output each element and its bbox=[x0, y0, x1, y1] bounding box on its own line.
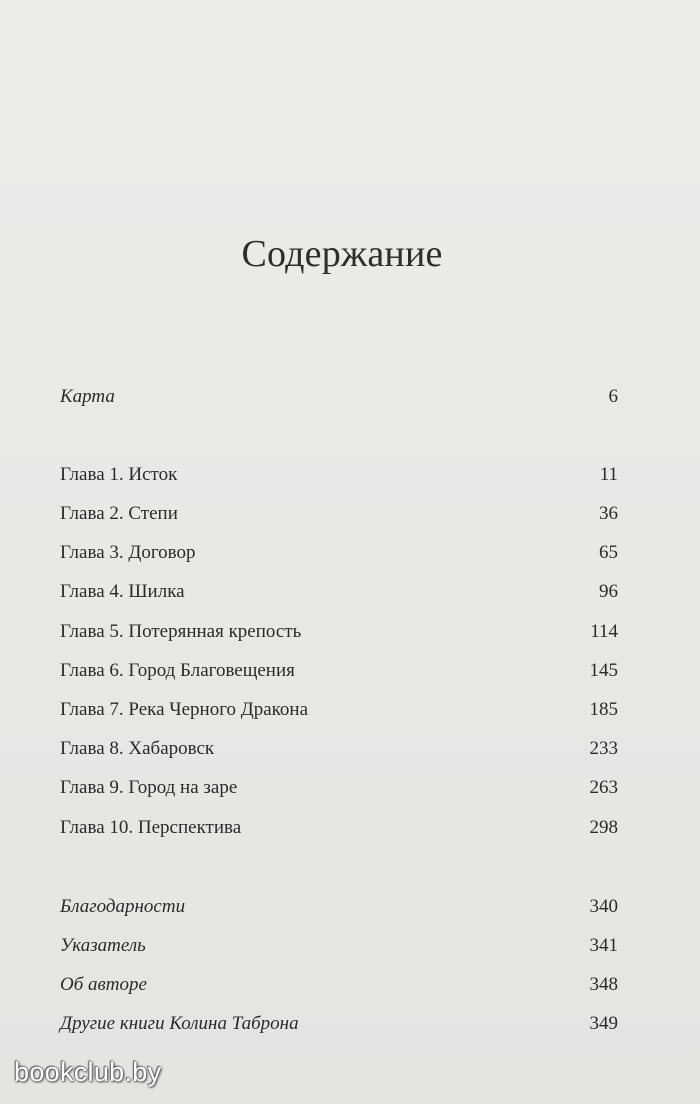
toc-entry-page: 145 bbox=[589, 660, 618, 681]
toc-entry-chapter bbox=[60, 773, 618, 803]
page-title: Содержание bbox=[241, 233, 443, 275]
toc-entry-page: 298 bbox=[589, 817, 618, 838]
toc-entry-back-matter bbox=[60, 1009, 618, 1039]
toc-entry-page: 263 bbox=[589, 777, 618, 798]
toc-entry-chapter bbox=[60, 656, 618, 686]
toc-entry-page: 348 bbox=[589, 974, 618, 995]
toc-entry-title: Карта bbox=[60, 386, 115, 407]
toc-entry-chapter bbox=[60, 538, 618, 568]
toc-entry-page: 349 bbox=[589, 1013, 618, 1034]
toc-entry-title: Глава 4. Шилка bbox=[60, 581, 185, 602]
toc-entry-front-matter bbox=[60, 382, 618, 412]
toc-entry-page: 65 bbox=[599, 542, 618, 563]
toc-entry-page: 340 bbox=[589, 896, 618, 917]
toc-entry-title: Глава 9. Город на заре bbox=[60, 777, 238, 798]
toc-entry-page: 341 bbox=[589, 935, 618, 956]
toc-entry-page: 233 bbox=[589, 738, 618, 759]
toc-entry-page: 6 bbox=[608, 386, 618, 407]
toc-entry-title: Глава 7. Река Черного Дракона bbox=[60, 699, 309, 720]
toc-entry-title: Указатель bbox=[60, 935, 146, 956]
toc-entry-page: 185 bbox=[589, 699, 618, 720]
toc-entry-title: Глава 10. Перспектива bbox=[60, 817, 242, 838]
toc-entry-chapter bbox=[60, 577, 618, 607]
toc-entry-back-matter bbox=[60, 931, 618, 961]
toc-entry-back-matter bbox=[60, 892, 618, 922]
toc-entry-chapter bbox=[60, 734, 618, 764]
toc-entry-title: Глава 8. Хабаровск bbox=[60, 738, 215, 759]
toc-entry-page: 36 bbox=[599, 503, 618, 524]
toc-entry-title: Благодарности bbox=[60, 896, 186, 917]
toc-entry-page: 114 bbox=[590, 621, 618, 642]
toc-entry-chapter bbox=[60, 460, 618, 490]
toc-entry-title: Глава 1. Исток bbox=[60, 464, 178, 485]
toc-entry-chapter bbox=[60, 695, 618, 725]
toc-entry-chapter bbox=[60, 617, 618, 647]
toc-entry-title: Глава 3. Договор bbox=[60, 542, 196, 563]
toc-entry-page: 96 bbox=[599, 581, 618, 602]
toc-entry-chapter bbox=[60, 813, 618, 843]
toc-entry-back-matter bbox=[60, 970, 618, 1000]
toc-entry-title: Другие книги Колина Таброна bbox=[60, 1013, 299, 1034]
toc-entry-title: Глава 2. Степи bbox=[60, 503, 178, 524]
toc-entry-title: Глава 6. Город Благовещения bbox=[60, 660, 295, 681]
watermark: bookclub.by bbox=[14, 1057, 162, 1087]
toc-entry-title: Об авторе bbox=[60, 974, 147, 995]
toc-entry-chapter bbox=[60, 499, 618, 529]
toc-entry-page: 11 bbox=[599, 464, 618, 485]
toc-entry-title: Глава 5. Потерянная крепость bbox=[60, 621, 302, 642]
